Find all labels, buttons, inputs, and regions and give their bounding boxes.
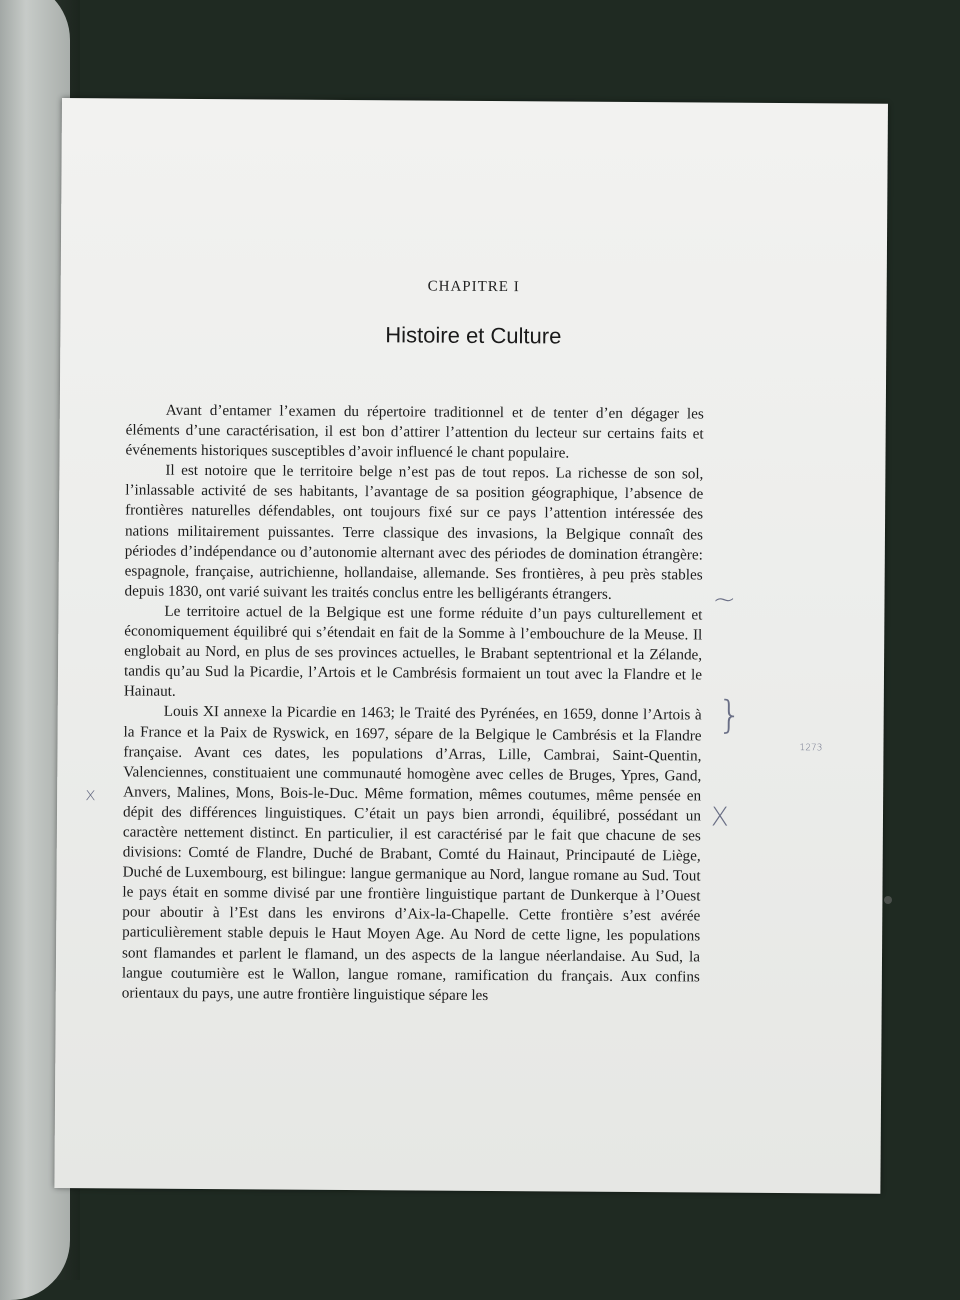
margin-note-cross-right: X bbox=[710, 802, 729, 833]
paragraph: Il est notoire que le territoire belge n’est pas de tout repos. La richesse de son sol, l’inlassable activité de ses habitants, l’avantage de sa position géographique, l’absence de frontières naturelles défendables, ont toujours fixé sur ce pays l’attention intéressée des nations militairement puissantes. Terre classique des invasions, la Belgique connaît des périodes d’indépendance ou d’autonomie alternant avec des périodes de domination étrangère: espagnole, française, autrichienne, hollandaise, allemande. Ses frontières, à peu près stables depuis 1830, ont varié suivant les traités conclus entre les belligérants étrangers. bbox=[124, 462, 704, 603]
paragraph: Le territoire actuel de la Belgique est une forme réduite d’un pays culturellement et économiquement équilibré qui s’étendait en fait de la Somme à l’embouchure de la Meuse. Il englobait au Nord, en plus de ses provinces actuelles, le Brabant septentrional et la Zélande, tandis qu’au Sud la Picardie, l’Artois et le Cambrésis formaient un tout avec la Flandre et le Hainaut. bbox=[123, 602, 703, 701]
margin-note-tilde: ~ bbox=[712, 582, 737, 616]
margin-note-bracket: } bbox=[717, 692, 743, 737]
book-page bbox=[54, 98, 888, 1194]
paragraph: Louis XI annexe la Picardie en 1463; le Traité des Pyrénées, en 1659, donne l’Artois à la France et la Paix de Ryswick, en 1697, sépare de la Belgique le Cambrésis et la Flandre française. Avant ces dates, les populations d’Arras, Lille, Cambrai, Saint-Quentin, Valenciennes, constituaient une communauté homogène avec celles de Bruges, Ypres, Gand, Anvers, Malines, Mons, Bois-le-Duc. Même formation, mêmes coutumes, même pensée en dépit des différences linguistiques. C’était un pays bien arrondi, équilibré, possédant un caractère nettement distinct. En particulier, il est caractérisé par le fait que chacune de ses divisions: Comté de Flandre, Duché de Brabant, Comté du Hainaut, Principauté de Liège, Duché de Luxembourg, est bilingue: langue germanique au Nord, langue romane au Sud. Tout le pays était en somme divisé par une frontière linguistique partant de Dunkerque à l’Ouest pour aboutir à l’Est dans les environs d’Aix-la-Chapelle. Cette frontière s’est avérée particulièrement stable depuis le Haut Moyen Age. Au Nord de cette ligne, les populations sont flamandes et parlent le flamand, un des aspects de la langue néerlandaise. Au Sud, la langue coutumière est le Wallon, langue romane, ramification du français. Aux confins orientaux du pays, une autre frontière linguistique sépare les bbox=[121, 703, 702, 1004]
chapter-title: Histoire et Culture bbox=[385, 322, 562, 349]
margin-note-year: 1273 bbox=[799, 743, 823, 754]
paragraph: Avant d’entamer l’examen du répertoire traditionnel et de tenter d’en dégager les éléments d’une caractérisation, il est bon d’attirer l’attention du lecteur sur certains faits et événements historiques susceptibles d’avoir influencé le chant populaire. bbox=[125, 401, 704, 462]
margin-note-cross-left: x bbox=[85, 784, 96, 806]
body-text bbox=[122, 400, 704, 1007]
show-through-text bbox=[271, 191, 831, 255]
chapter-label: CHAPITRE I bbox=[427, 278, 520, 296]
dust-speck bbox=[884, 896, 892, 904]
